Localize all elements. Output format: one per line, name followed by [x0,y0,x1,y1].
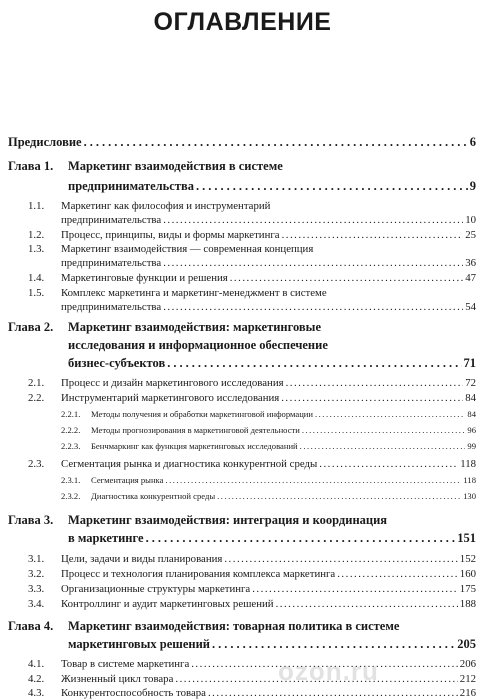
chapter-number: Глава 4. [8,619,54,633]
section-title-line: предпринимательства [61,301,162,313]
subsection-number: 2.2.1. [61,409,81,419]
section-number: 3.2. [28,568,45,580]
section-title: Товар в системе маркетинга [61,658,190,670]
chapter-title-line: в маркетинге [68,531,144,545]
subsection-title: Диагностика конкурентной среды [91,491,216,501]
leader-dots [208,688,458,699]
section-title: Инструментарий маркетингового исследования [61,392,280,404]
leader-dots [252,584,458,595]
leader-dots [230,273,463,284]
toc-page-number: 160 [459,568,476,580]
toc-page-number: 84 [465,392,476,404]
toc-page-number: 10 [465,214,476,226]
leader-dots [300,442,466,451]
subsection-title: Методы прогнозирования в маркетинговой деятельности [91,425,300,435]
toc-page-number: 130 [463,491,476,501]
section-number: 1.2. [28,229,45,241]
toc-page-number: 99 [467,441,476,451]
chapter-number: Глава 3. [8,513,54,527]
section-title: Контроллинг и аудит маркетинговых решений [61,598,274,610]
section-title-line[interactable]: Комплекс маркетинга и маркетинг-менеджмент в системе [61,287,327,299]
section-title: Цели, задачи и виды планирования [61,553,223,565]
toc-page-number: 25 [465,229,476,241]
toc-entry-1-2[interactable] [61,230,476,241]
leader-dots [167,357,461,370]
toc-entry-2-3[interactable] [61,459,476,470]
section-title-line: предпринимательства [61,257,162,269]
section-title: Сегментация рынка и диагностика конкурентной среды [61,458,318,470]
leader-dots [212,638,455,651]
toc-entry-4-1[interactable] [61,659,476,670]
toc-page-number: 84 [467,409,476,419]
toc-entry-chapter-3[interactable] [68,532,476,545]
section-number: 2.2. [28,392,45,404]
toc-page-number: 152 [459,553,476,565]
section-title-line[interactable]: Маркетинг взаимодействия — современная концепция [61,243,314,255]
section-number: 4.2. [28,673,45,685]
chapter-title-line[interactable]: Маркетинг взаимодействия: интеграция и координация [68,513,388,527]
leader-dots [315,410,465,419]
leader-dots [163,258,463,269]
section-number: 2.1. [28,377,45,389]
toc-entry-1-3[interactable] [61,258,476,269]
section-title: Жизненный цикл товара [61,673,174,685]
subsection-title: Методы получения и обработки маркетинговой информации [91,409,313,419]
section-title: Процесс и дизайн маркетингового исследования [61,377,284,389]
toc-entry-chapter-1[interactable] [68,180,476,193]
chapter-title-line: предпринимательства [68,179,194,193]
toc-page-number: 216 [459,687,476,699]
section-title: Организационные структуры маркетинга [61,583,251,595]
section-number: 1.4. [28,272,45,284]
toc-entry-2-2-2[interactable] [91,426,476,435]
toc-entry-2-1[interactable] [61,378,476,389]
toc-page-number: 72 [465,377,476,389]
section-title: Процесс, принципы, виды и формы маркетинга [61,229,280,241]
subsection-number: 2.2.2. [61,425,81,435]
section-number: 3.1. [28,553,45,565]
toc-entry-3-1[interactable] [61,554,476,565]
section-number: 1.1. [28,200,45,212]
chapter-title-line[interactable]: Маркетинг взаимодействия в системе [68,159,283,173]
toc-page-number: 118 [463,475,476,485]
section-number: 1.3. [28,243,45,255]
subsection-title: Сегментация рынка [91,475,164,485]
toc-entry-1-5[interactable] [61,302,476,313]
section-title: Конкурентоспособность товара [61,687,206,699]
toc-page-number: 188 [459,598,476,610]
leader-dots [286,378,464,389]
toc-entry-2-3-2[interactable] [91,492,476,501]
toc-page-number: 9 [469,179,476,193]
toc-entry-1-4[interactable] [61,273,476,284]
section-title-line[interactable]: Маркетинг как философия и инструментарий [61,200,271,212]
section-number: 3.3. [28,583,45,595]
chapter-title-line[interactable]: Маркетинг взаимодействия: маркетинговые [68,320,321,334]
subsection-number: 2.3.2. [61,491,81,501]
leader-dots [163,302,463,313]
toc-entry-1-1[interactable] [61,215,476,226]
subsection-number: 2.2.3. [61,441,81,451]
toc-page-number: 47 [465,272,476,284]
leader-dots [282,230,464,241]
page-title: ОГЛАВЛЕНИЕ [153,8,332,36]
watermark: ozon.ru [278,656,379,686]
toc-entry-3-4[interactable] [61,599,476,610]
chapter-title-line: маркетинговых решений [68,637,211,651]
chapter-number: Глава 2. [8,320,54,334]
leader-dots [337,569,458,580]
leader-dots [84,136,468,149]
leader-dots [281,393,463,404]
toc-page-number: 36 [465,257,476,269]
chapter-title-line[interactable]: Маркетинг взаимодействия: товарная политика в системе [68,619,400,633]
toc-entry-chapter-4[interactable] [68,638,476,651]
toc-page-number: 71 [463,356,476,370]
leader-dots [224,554,457,565]
toc-entry-3-3[interactable] [61,584,476,595]
toc-page-number: 118 [460,458,476,470]
toc-page-number: 205 [457,637,476,651]
leader-dots [276,599,458,610]
section-number: 4.1. [28,658,45,670]
toc-entry-4-2[interactable] [61,674,476,685]
leader-dots [302,426,466,435]
toc-entry-2-3-1[interactable] [91,476,476,485]
chapter-title-line: бизнес-субъектов [68,356,166,370]
toc-entry-3-2[interactable] [61,569,476,580]
leader-dots [319,459,458,470]
section-title: Процесс и технология планирования комплекса маркетинга [61,568,336,580]
toc-entry-preface[interactable] [8,136,476,149]
section-number: 4.3. [28,687,45,699]
section-number: 1.5. [28,287,45,299]
toc-page-number: 212 [459,673,476,685]
chapter-number: Глава 1. [8,159,54,173]
leader-dots [146,532,456,545]
leader-dots [196,180,468,193]
toc-entry-4-3[interactable] [61,688,476,699]
leader-dots [165,476,461,485]
section-title: Маркетинговые функции и решения [61,272,228,284]
toc-entry-2-2-3[interactable] [91,442,476,451]
subsection-number: 2.3.1. [61,475,81,485]
toc-entry-2-2[interactable] [61,393,476,404]
section-number: 2.3. [28,458,45,470]
toc-entry-chapter-2[interactable] [68,357,476,370]
chapter-title-line[interactable]: исследования и информационное обеспечение [68,338,328,352]
leader-dots [217,492,461,501]
leader-dots [163,215,463,226]
toc-page-number: 54 [465,301,476,313]
subsection-title: Бенчмаркинг как функция маркетинговых исследований [91,441,298,451]
toc-page-number: 151 [457,531,476,545]
toc-page-number: 206 [459,658,476,670]
section-title-line: предпринимательства [61,214,162,226]
toc-page-number: 175 [459,583,476,595]
toc-page-number: 96 [467,425,476,435]
toc-entry-title: Предисловие [8,135,82,149]
toc-entry-2-2-1[interactable] [91,410,476,419]
section-number: 3.4. [28,598,45,610]
toc-page-number: 6 [469,135,476,149]
